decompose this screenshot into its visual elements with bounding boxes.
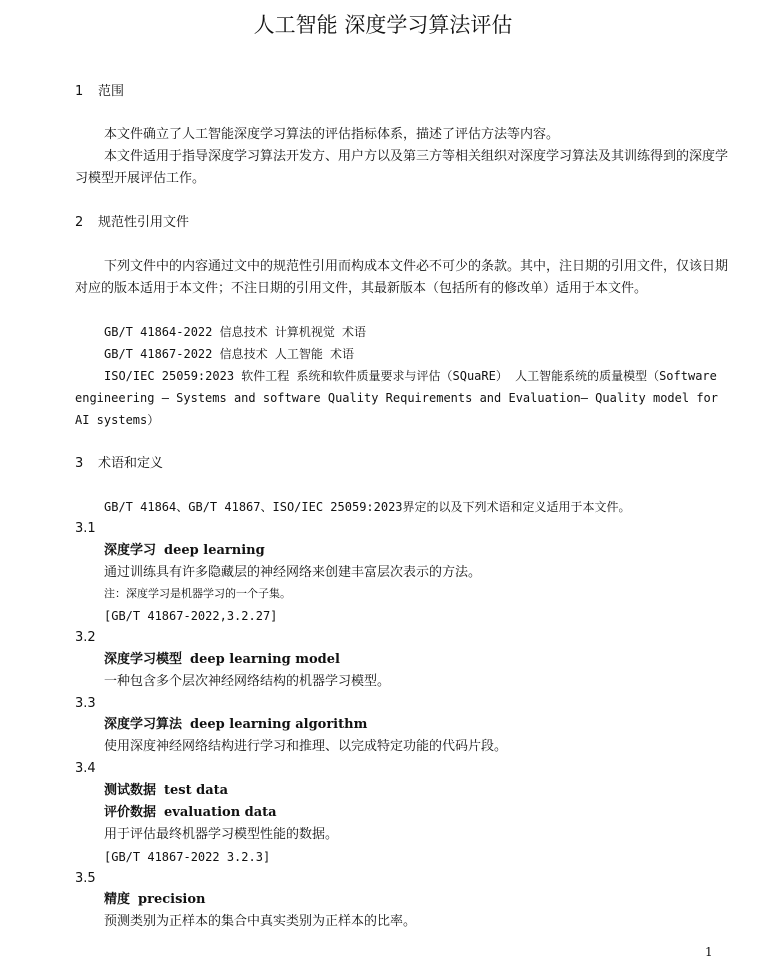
section-title: 规范性引用文件 xyxy=(98,215,190,230)
section-number: 3 xyxy=(75,456,84,471)
scope-paragraph-2: 本文件适用于指导深度学习算法开发方、用户方以及第三方等相关组织对深度学习算法及其训练得到的深度学习模型开展评估工作。 xyxy=(75,149,729,186)
section-number: 2 xyxy=(75,215,84,230)
term-zh: 深度学习算法 xyxy=(104,717,183,732)
term-zh: 测试数据 xyxy=(104,783,157,798)
section-2-heading xyxy=(75,214,189,232)
term-number: 3.1 xyxy=(75,521,96,536)
term-heading xyxy=(104,650,340,670)
term-definition: 用于评估最终机器学习模型性能的数据。 xyxy=(104,827,339,842)
term-number: 3.3 xyxy=(75,696,96,711)
term-number: 3.4 xyxy=(75,761,96,776)
reference-item-iso: ISO/IEC 25059:2023 软件工程 系统和软件质量要求与评估（SQuaRE） 人工智能系统的质量模型（Software engineering — Systems and software Quality Requirements and Evaluation— Quality model for AI systems） xyxy=(75,369,718,427)
term-source: [GB/T 41867-2022 3.2.3] xyxy=(104,850,271,864)
term-source: [GB/T 41867-2022,3.2.27] xyxy=(104,609,278,623)
section-title: 术语和定义 xyxy=(98,456,164,471)
reference-item: GB/T 41867-2022 信息技术 人工智能 术语 xyxy=(104,347,355,361)
term-en: precision xyxy=(138,892,206,907)
term-heading xyxy=(104,890,205,910)
term-definition: 一种包含多个层次神经网络结构的机器学习模型。 xyxy=(104,674,391,689)
normative-refs-paragraph: 下列文件中的内容通过文中的规范性引用而构成本文件必不可少的条款。其中，注日期的引用文件，仅该日期对应的版本适用于本文件；不注日期的引用文件，其最新版本（包括所有的修改单）适用于本文件。 xyxy=(75,259,729,296)
term-zh: 深度学习模型 xyxy=(104,652,183,667)
term-heading xyxy=(104,781,228,801)
term-heading xyxy=(104,715,367,735)
term-number: 3.5 xyxy=(75,871,96,886)
page-number: 1 xyxy=(705,945,713,959)
section-3-heading xyxy=(75,455,163,473)
term-zh: 评价数据 xyxy=(104,805,157,820)
term-definition: 预测类别为正样本的集合中真实类别为正样本的比率。 xyxy=(104,914,417,929)
term-zh: 深度学习 xyxy=(104,543,157,558)
term-heading-admitted xyxy=(104,803,277,823)
reference-item: GB/T 41864-2022 信息技术 计算机视觉 术语 xyxy=(104,325,367,339)
term-heading xyxy=(104,541,265,561)
term-definition: 使用深度神经网络结构进行学习和推理、以完成特定功能的代码片段。 xyxy=(104,739,508,754)
section-title: 范围 xyxy=(98,84,125,99)
scope-paragraph-1: 本文件确立了人工智能深度学习算法的评估指标体系，描述了评估方法等内容。 xyxy=(104,127,560,142)
term-en: test data xyxy=(164,783,229,798)
document-title: 人工智能 深度学习算法评估 xyxy=(253,13,513,37)
term-en: evaluation data xyxy=(164,805,277,820)
term-zh: 精度 xyxy=(104,892,131,907)
term-en: deep learning algorithm xyxy=(190,717,368,732)
term-en: deep learning model xyxy=(190,652,340,667)
section-1-heading xyxy=(75,83,124,101)
term-en: deep learning xyxy=(164,543,265,558)
term-note: 注：深度学习是机器学习的一个子集。 xyxy=(104,587,291,600)
section-number: 1 xyxy=(75,84,84,99)
terms-intro: GB/T 41864、GB/T 41867、ISO/IEC 25059:2023界定的以及下列术语和定义适用于本文件。 xyxy=(104,500,631,514)
term-number: 3.2 xyxy=(75,630,96,645)
term-definition: 通过训练具有许多隐藏层的神经网络来创建丰富层次表示的方法。 xyxy=(104,565,482,580)
